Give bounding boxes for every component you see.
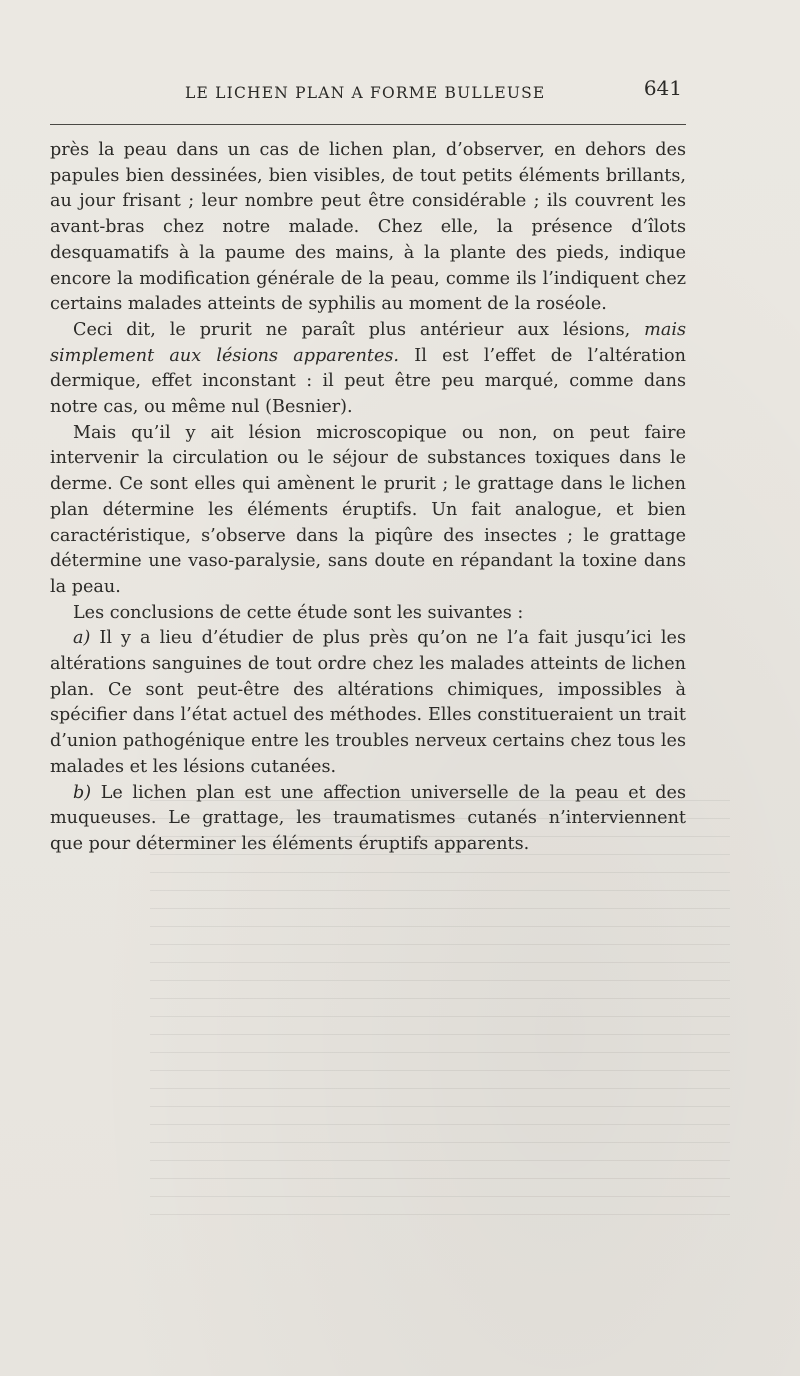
page-number: 641 [643, 76, 682, 100]
header-rule [50, 124, 686, 125]
list-label: b) [73, 782, 92, 803]
conclusion-b: b) Le lichen plan est une affection universelle de la peau et des muqueuses. Le grattage, les traumatismes cutanés n’interviennent que pour déterminer les éléments éruptifs apparents. [50, 782, 686, 854]
page-header [50, 76, 686, 114]
running-title: LE LICHEN PLAN A FORME BULLEUSE [185, 84, 546, 102]
body-text [50, 138, 686, 858]
paragraph: Mais qu’il y ait lésion microscopique ou non, on peut faire intervenir la circulation ou le séjour de substances toxiques dans le derme. Ce sont elles qui amènent le prurit ; le grattage dans le lichen plan détermine les éléments éruptifs. Un fait analogue, et bien caractéristique, s’observe dans la piqûre des insectes ; le grattage détermine une vaso-paralysie, sans doute en répandant la toxine dans la peau. [50, 422, 686, 597]
italic-phrase: mais simplement aux lésions apparentes. [50, 319, 686, 366]
show-through-texture [150, 800, 730, 1220]
paragraph: Ceci dit, le prurit ne paraît plus antérieur aux lésions, mais simplement aux lésions apparentes. Il est l’effet de l’altération dermique, effet inconstant : il peut être peu marqué, comme dans notre cas, ou même nul (Besnier). [50, 319, 686, 418]
conclusion-a: a) Il y a lieu d’étudier de plus près qu’on ne l’a fait jusqu’ici les altérations sanguines de tout ordre chez les malades atteints de lichen plan. Ce sont peut-être des altérations chimiques, impossibles à spécifier dans l’état actuel des méthodes. Elles constitueraient un trait d’union pathogénique entre les troubles nerveux certains chez tous les malades et les lésions cutanées. [50, 628, 686, 777]
list-label: a) [73, 628, 91, 649]
paragraph: Les conclusions de cette étude sont les suivantes : [73, 602, 524, 623]
paragraph: près la peau dans un cas de lichen plan, d’observer, en dehors des papules bien dessinées, bien visibles, de tout petits éléments brillants, au jour frisant ; leur nombre peut être considérable ; ils couvrent les avant-bras chez notre malade. Chez elle, la présence d’îlots desquamatifs à la paume des mains, à la plante des pieds, indique encore la modification générale de la peau, comme ils l’indiquent chez certains malades atteints de syphilis au moment de la roséole. [50, 140, 686, 315]
